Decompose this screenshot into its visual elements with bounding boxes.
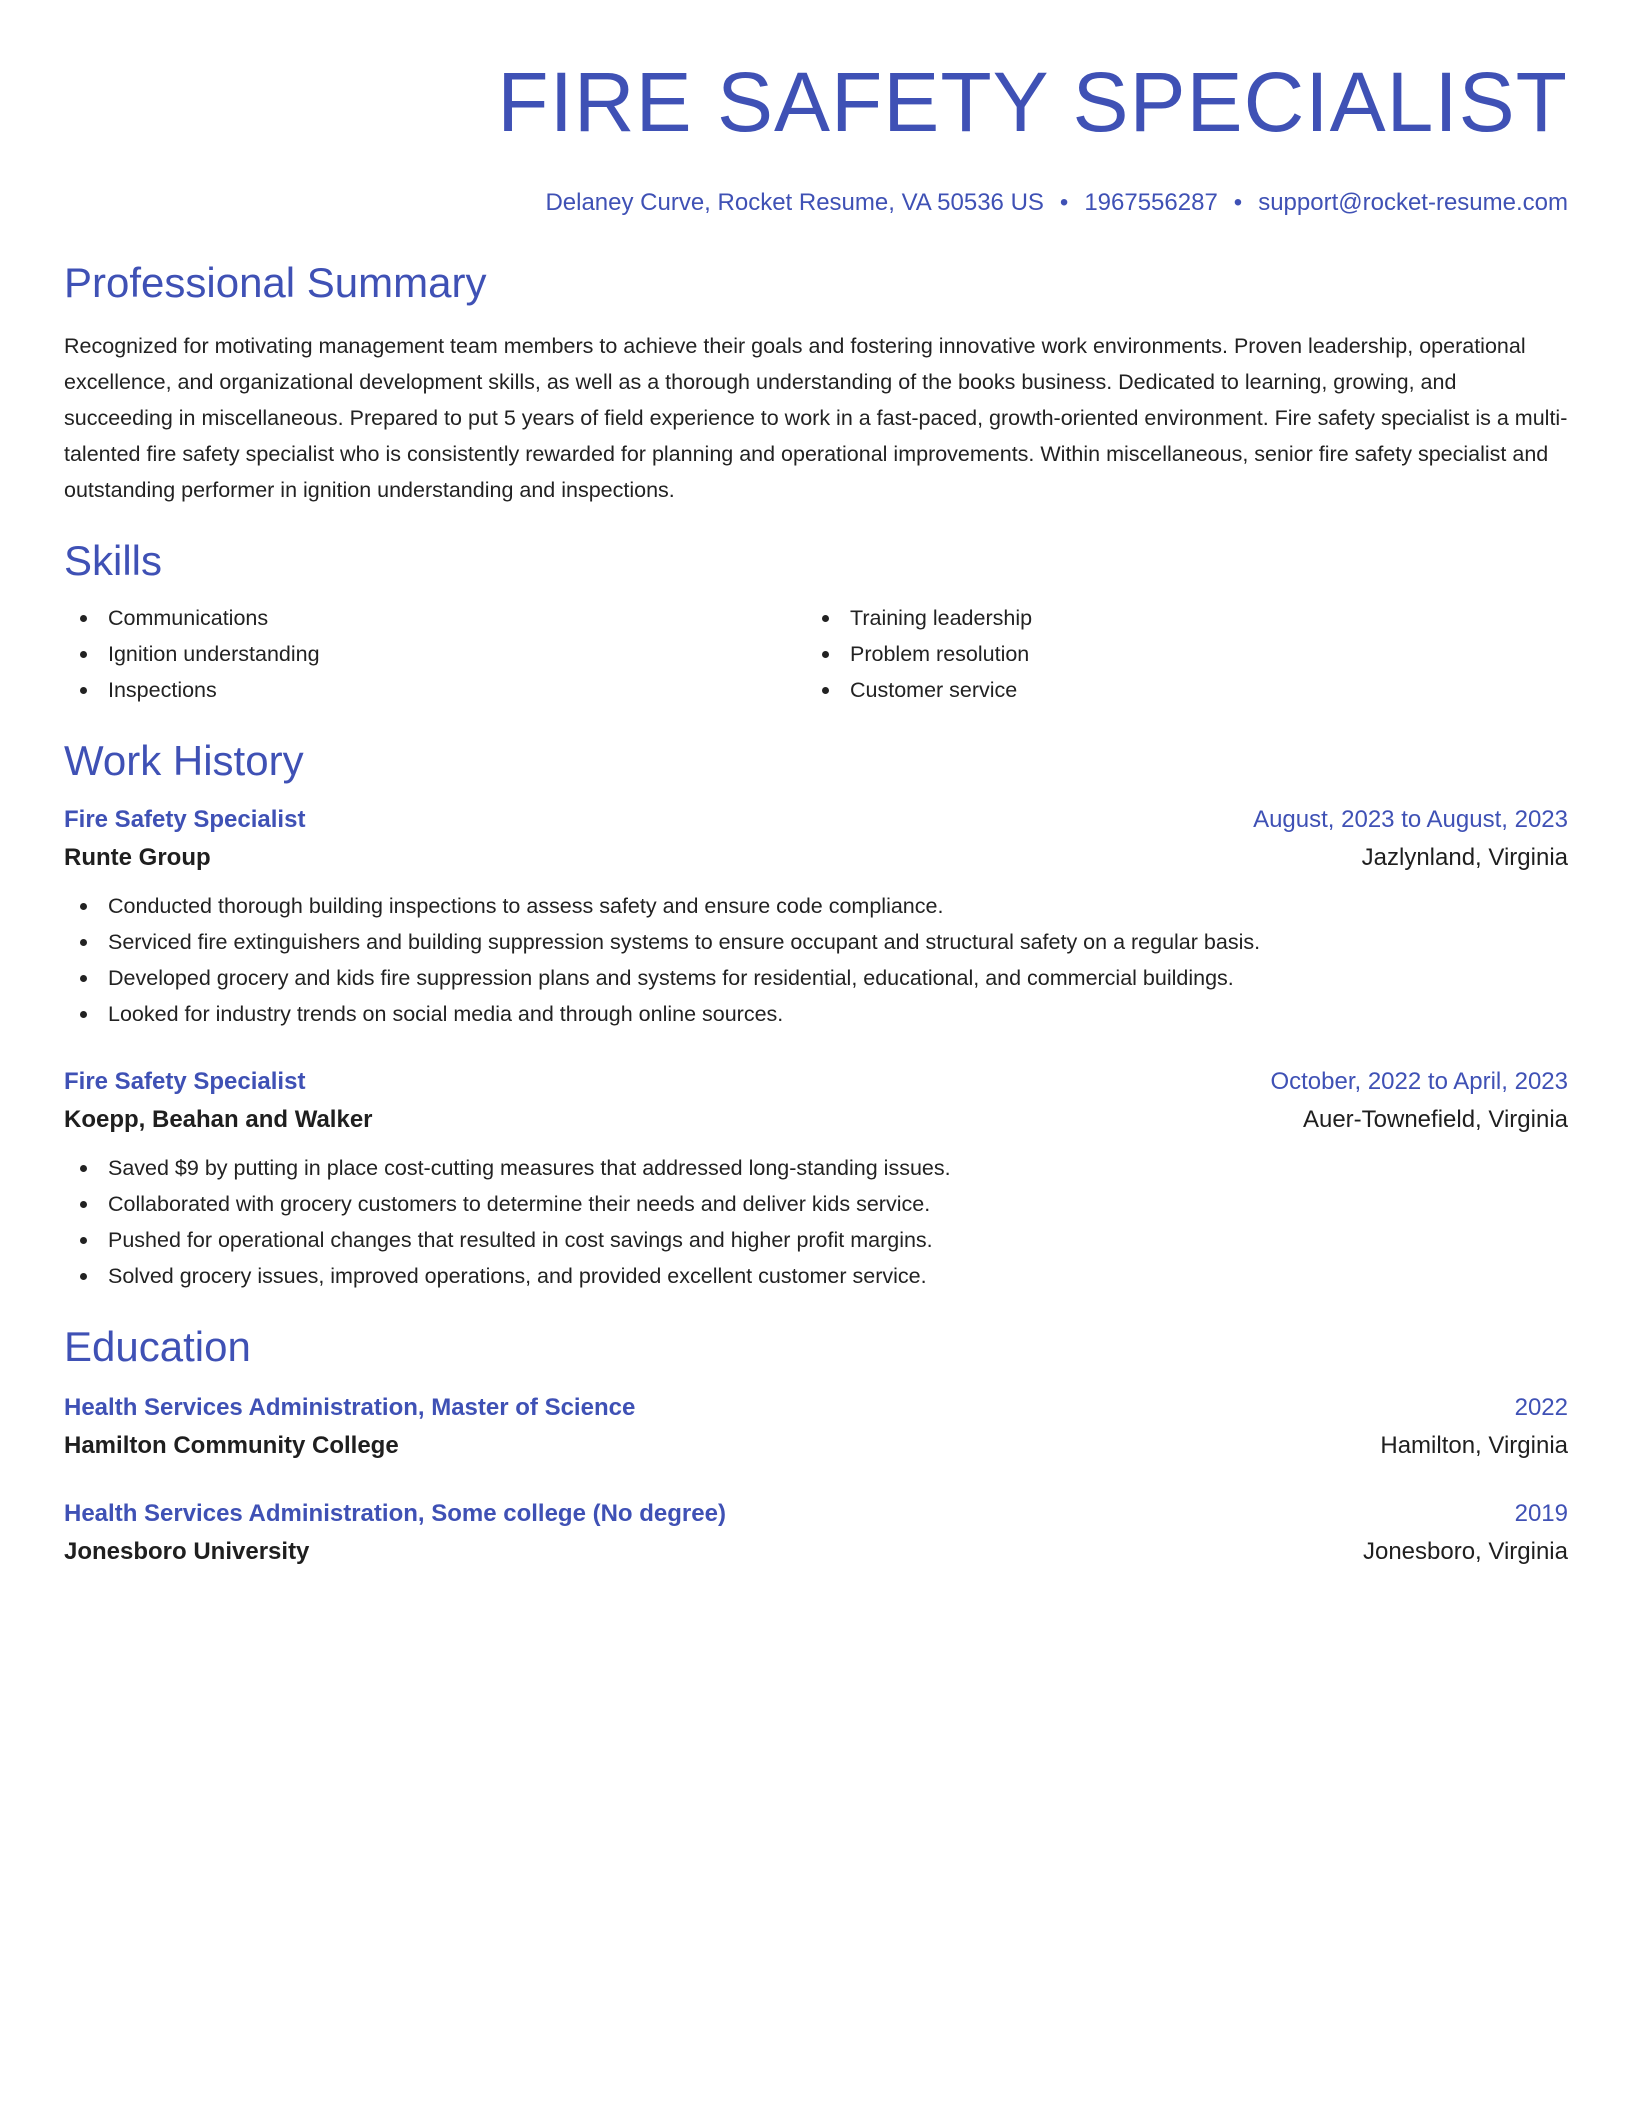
contact-separator: • — [1233, 189, 1243, 216]
education-header-row — [64, 1390, 1568, 1426]
skills-section — [64, 536, 1568, 708]
summary-text: Recognized for motivating management team members to achieve their goals and fostering innovative work environments. Proven leadership, operational excellence, and organizational development skills, as well as a thorough understanding of the books business. Dedicated to learning, growing, and succeeding in miscellaneous. Prepared to put 5 years of field experience to work in a fast-paced, growth-oriented environment. Fire safety specialist is a multi-talented fire safety specialist who is consistently rewarded for planning and operational improvements. Within miscellaneous, senior fire safety specialist and outstanding performer in ignition understanding and inspections. — [64, 334, 1568, 502]
education-header-row — [64, 1496, 1568, 1532]
job-company-row — [64, 838, 1568, 878]
section-title-skills: Skills — [64, 537, 163, 584]
education-entry — [64, 1496, 1568, 1572]
resume-header — [64, 0, 1568, 218]
candidate-name: FIRE SAFETY SPECIALIST — [497, 55, 1568, 149]
contact-email[interactable]: support@rocket-resume.com — [1258, 189, 1568, 216]
skill-item: Inspections — [64, 672, 806, 708]
job-company: Runte Group — [64, 844, 211, 871]
job-bullet: Solved grocery issues, improved operations, and provided excellent customer service. — [64, 1258, 1568, 1294]
education-school: Hamilton Community College — [64, 1432, 399, 1459]
job-bullet: Conducted thorough building inspections to assess safety and ensure code compliance. — [64, 888, 1568, 924]
contact-separator: • — [1059, 189, 1069, 216]
education-school-row — [64, 1426, 1568, 1466]
education-section — [64, 1322, 1568, 1572]
job-title: Fire Safety Specialist — [64, 806, 306, 833]
skills-column-right — [806, 600, 1548, 708]
education-school: Jonesboro University — [64, 1538, 310, 1565]
resume-page — [64, 0, 1568, 1572]
professional-summary-section — [64, 258, 1568, 508]
job-bullet: Saved $9 by putting in place cost-cutting measures that addressed long-standing issues. — [64, 1150, 1568, 1186]
contact-address: Delaney Curve, Rocket Resume, VA 50536 US — [545, 189, 1044, 216]
job-bullet: Serviced fire extinguishers and building suppression systems to ensure occupant and structural safety on a regular basis. — [64, 924, 1568, 960]
education-location: Hamilton, Virginia — [1380, 1432, 1568, 1459]
education-entry — [64, 1390, 1568, 1466]
job-bullet: Pushed for operational changes that resulted in cost savings and higher profit margins. — [64, 1222, 1568, 1258]
skill-item: Customer service — [806, 672, 1548, 708]
education-school-row — [64, 1532, 1568, 1572]
job-bullet: Collaborated with grocery customers to determine their needs and deliver kids service. — [64, 1186, 1568, 1222]
section-title-education: Education — [64, 1323, 251, 1370]
job-location: Auer-Townefield, Virginia — [1302, 1106, 1568, 1133]
job-location: Jazlynland, Virginia — [1361, 844, 1568, 871]
job-header-row — [64, 802, 1568, 838]
job-title: Fire Safety Specialist — [64, 1068, 306, 1095]
section-title-work-history: Work History — [64, 737, 304, 784]
contact-phone[interactable]: 1967556287 — [1084, 189, 1218, 216]
work-history-section — [64, 736, 1568, 1294]
job-bullets — [64, 1150, 1568, 1294]
contact-line — [64, 188, 1568, 218]
job-header-row — [64, 1064, 1568, 1100]
job-bullet: Developed grocery and kids fire suppression plans and systems for residential, educational, and commercial buildings. — [64, 960, 1568, 996]
skill-item: Training leadership — [806, 600, 1548, 636]
skills-columns — [64, 600, 1568, 708]
education-degree: Health Services Administration, Master of Science — [64, 1394, 636, 1421]
job-bullet: Looked for industry trends on social media and through online sources. — [64, 996, 1568, 1032]
education-location: Jonesboro, Virginia — [1362, 1538, 1568, 1565]
job-entry — [64, 802, 1568, 1032]
section-title-summary: Professional Summary — [64, 259, 487, 306]
job-entry — [64, 1064, 1568, 1294]
education-year: 2022 — [1514, 1394, 1568, 1421]
job-dates: August, 2023 to August, 2023 — [1253, 806, 1568, 833]
job-company-row — [64, 1100, 1568, 1140]
education-degree: Health Services Administration, Some college (No degree) — [64, 1500, 726, 1527]
education-year: 2019 — [1514, 1500, 1568, 1527]
job-dates: October, 2022 to April, 2023 — [1270, 1068, 1568, 1095]
skill-item: Ignition understanding — [64, 636, 806, 672]
skill-item: Communications — [64, 600, 806, 636]
job-company: Koepp, Beahan and Walker — [64, 1106, 373, 1133]
skill-item: Problem resolution — [806, 636, 1548, 672]
skills-column-left — [64, 600, 806, 708]
job-bullets — [64, 888, 1568, 1032]
